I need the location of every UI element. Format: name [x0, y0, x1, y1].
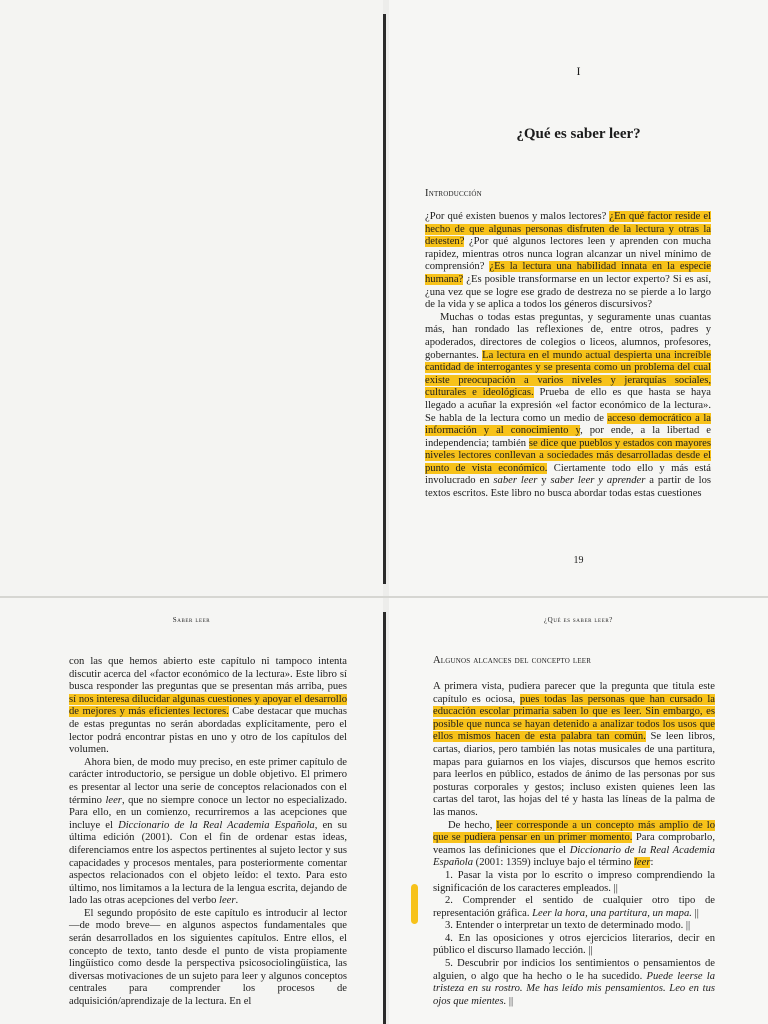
highlighted-text: se dice que pueblos y estados con mayores niveles lectores conllevan a sociedades más desarrolladas desde el punto de vista económico. [425, 437, 711, 474]
text-run: ¿Por qué algunos lectores leen y aprenden con mucha rapidez, mientras otros nunca logran alcanzar un nivel mínimo de comprensión? [425, 236, 711, 273]
text-run: saber leer [493, 475, 538, 487]
text-run: || [506, 995, 514, 1007]
highlighted-text: leer [633, 857, 651, 869]
definition-item [433, 895, 715, 920]
paragraph [433, 820, 715, 870]
paragraph [69, 656, 347, 757]
text-run: leer [219, 895, 236, 907]
text-run: Diccionario de la Real Academia Española [118, 819, 315, 831]
definition-item [433, 958, 715, 1008]
definition-item [433, 870, 715, 895]
text-run: Ciertamente todo ello y más está involucrado en [425, 462, 711, 487]
chapter-title: ¿Qué es saber leer? [516, 126, 641, 142]
text-run: 3. Entender o interpretar un texto de determinado modo. || [445, 920, 691, 932]
margin-highlight-mark [411, 884, 418, 924]
text-run: 2. Comprender el sentido de cualquier otro tipo de representación gráfica. [433, 895, 715, 919]
text-run: , por ende, a la libertad e independencia; también [425, 425, 711, 449]
text-run: Para comprobarlo, veamos las definiciones que el [433, 832, 715, 856]
text-run: 1. Pasar la vista por lo escrito o impreso comprendiendo la significación de los caracteres empleados. || [433, 869, 715, 894]
text-run: saber leer y aprender [550, 475, 646, 487]
text-run: || [691, 907, 699, 919]
text-run: y [537, 475, 551, 487]
paragraph [69, 908, 347, 1009]
highlighted-text: leer corresponde a un concepto más amplio de lo que se pudiera pensar en un primer momento. [433, 819, 716, 844]
highlighted-text: ¿En qué factor reside el hecho de que algunas personas disfruten de la lectura y otras la detesten? [425, 211, 711, 248]
text-run: Prueba de ello es que hasta se haya llegado a acuñar la expresión «el factor económico de la lectura». Se habla de la lectura como un medio de [425, 387, 711, 424]
page-20 [0, 597, 383, 1024]
running-head: ¿Qué es saber leer? [543, 616, 614, 624]
text-run: Cabe destacar que muchas de estas preguntas no serán abordadas explícitamente, pero el lector podrá encontrar pistas en uno y otro de los capítulos del volumen. [69, 706, 348, 756]
text-run: 5. Descubrir por indicios los sentimientos o pensamientos de alguien, o algo que ha hecho o le ha sucedido. [433, 958, 715, 982]
text-run: El segundo propósito de este capítulo es introducir al lector —de modo breve— en algunos aspectos fundamentales que serán desarrollados en los siguientes capítulos. Entre ellos, el concepto de texto, tanto desde el punto de vista propiamente lingüístico como desde la perspectiva psicosociolingüística, las diversas motivaciones de un sujeto para leer y algunos conceptos centrales para comprender los procesos de adquisición/aprendizaje de la lectura. En el [69, 907, 347, 1008]
text-run: ¿Por qué existen buenos y malos lectores? [425, 211, 610, 222]
definition-item [433, 933, 715, 958]
text-run: con las que hemos abierto este capítulo ni tampoco intenta discutir acerca del «factor económico de la lectura». Este libro sí busca responder las preguntas que se presentan más arriba, pues [69, 656, 347, 693]
text-run: Muchas o todas estas preguntas, y seguramente unas cuantas más, han rondado las reflexiones de, entre otros, padres y apoderados, directores de colegios o liceos, alumnos, profesores, gobernantes. [425, 311, 711, 361]
page-19-body [425, 211, 711, 501]
text-run: Leer la hora, una partitura, un mapa. [532, 907, 692, 919]
paragraph [425, 312, 711, 501]
paragraph [433, 681, 715, 820]
text-run: 4. En las oposiciones y otros ejercicios literarios, decir en público el discurso llamado lección. || [433, 932, 715, 957]
text-run: ¿Es posible transformarse en un lector experto? Si es así, ¿una vez que se logre ese grado de destreza no se pierde a lo largo de la vida y se aplica a todos los géneros discursivos? [425, 273, 711, 311]
scan-seam [0, 596, 768, 598]
text-run: Ahora bien, de modo muy preciso, en este primer capítulo de carácter introductorio, se persigue un doble objetivo. El primero es presentar al lector una serie de conceptos relacionados con el término [69, 756, 347, 806]
text-run: Se leen libros, cartas, diarios, pero también las notas musicales de una partitura, mapas para guiarnos en los viajes, discursos que hemos escrito para leerlos en público, estados de ánimo de las personas por sus posturas corporales y gestos; incluso existen quienes leen las cartas del tarot, las hojas del té y hasta las líneas de la palma de las manos. [433, 731, 715, 818]
text-run: , en su última edición (2001). Con el fin de ordenar estas ideas, diferenciamos entre los aspectos pertinentes al sujeto lector y sus capacidades y procesos mentales, para posteriormente comentar aspectos relacionados con el objeto leído: el texto. Para esto último, nos limitamos a la lectura de la lengua escrita, dejando de lado las otras acepciones del verbo [69, 819, 347, 907]
book-gutter [383, 14, 386, 584]
text-run: Puede leerse la tristeza en su rostro. Me has leído mis pensamientos. Leo en tus ojos que mientes. [433, 970, 715, 1007]
highlighted-text: sí nos interesa dilucidar algunas cuestiones y apoyar el desarrollo de mejores y más eficientes lectores. [69, 693, 347, 718]
book-gutter [383, 612, 386, 1024]
text-run: De hecho, [448, 819, 497, 831]
text-run: leer [105, 794, 122, 806]
page-19 [389, 0, 768, 597]
section-title-alcances: Algunos alcances del concepto leer [433, 655, 592, 666]
section-title-introduccion: Introducción [425, 188, 482, 199]
definition-item [433, 920, 715, 933]
highlighted-text: ¿Es la lectura una habilidad innata en la especie humana? [425, 261, 711, 285]
blank-left-page [0, 0, 383, 597]
text-run: A primera vista, pudiera parecer que la pregunta que titula este capítulo es ociosa, [433, 681, 715, 705]
page-20-body [69, 656, 347, 1009]
page-21-body [433, 681, 715, 1008]
paragraph [425, 211, 711, 312]
text-run: (2001: 1359) incluye bajo el término [473, 857, 634, 869]
text-run: , que no siempre conoce un lector no especializado. Para ello, en un comienzo, recurriremos a las acepciones que incluye el [69, 794, 347, 831]
text-run: a partir de los textos escritos. Este libro no busca abordar todas estas cuestiones [425, 475, 711, 500]
page-21 [389, 597, 768, 1024]
text-run: : [650, 857, 654, 869]
paragraph [69, 757, 347, 908]
page-number: 19 [573, 555, 584, 566]
highlighted-text: acceso democrático a la información y al conocimiento y [425, 412, 711, 437]
text-run: . [235, 895, 239, 907]
chapter-number: I [576, 64, 581, 78]
running-head: Saber leer [172, 616, 211, 624]
highlighted-text: La lectura en el mundo actual despierta una increíble cantidad de interrogantes y se presenta como un problema del cual existe preocupación a varios niveles y jerarquías sociales, culturales e ideológicas. [425, 349, 712, 399]
highlighted-text: pues todas las personas que han cursado la educación escolar primaria saben lo que es leer. Sin embargo, es posible que nunca se hayan detenido a analizar todos los usos que ellos mismos hacen de esta palabra tan común. [433, 693, 715, 743]
text-run: Diccionario de la Real Academia Española [433, 844, 715, 869]
